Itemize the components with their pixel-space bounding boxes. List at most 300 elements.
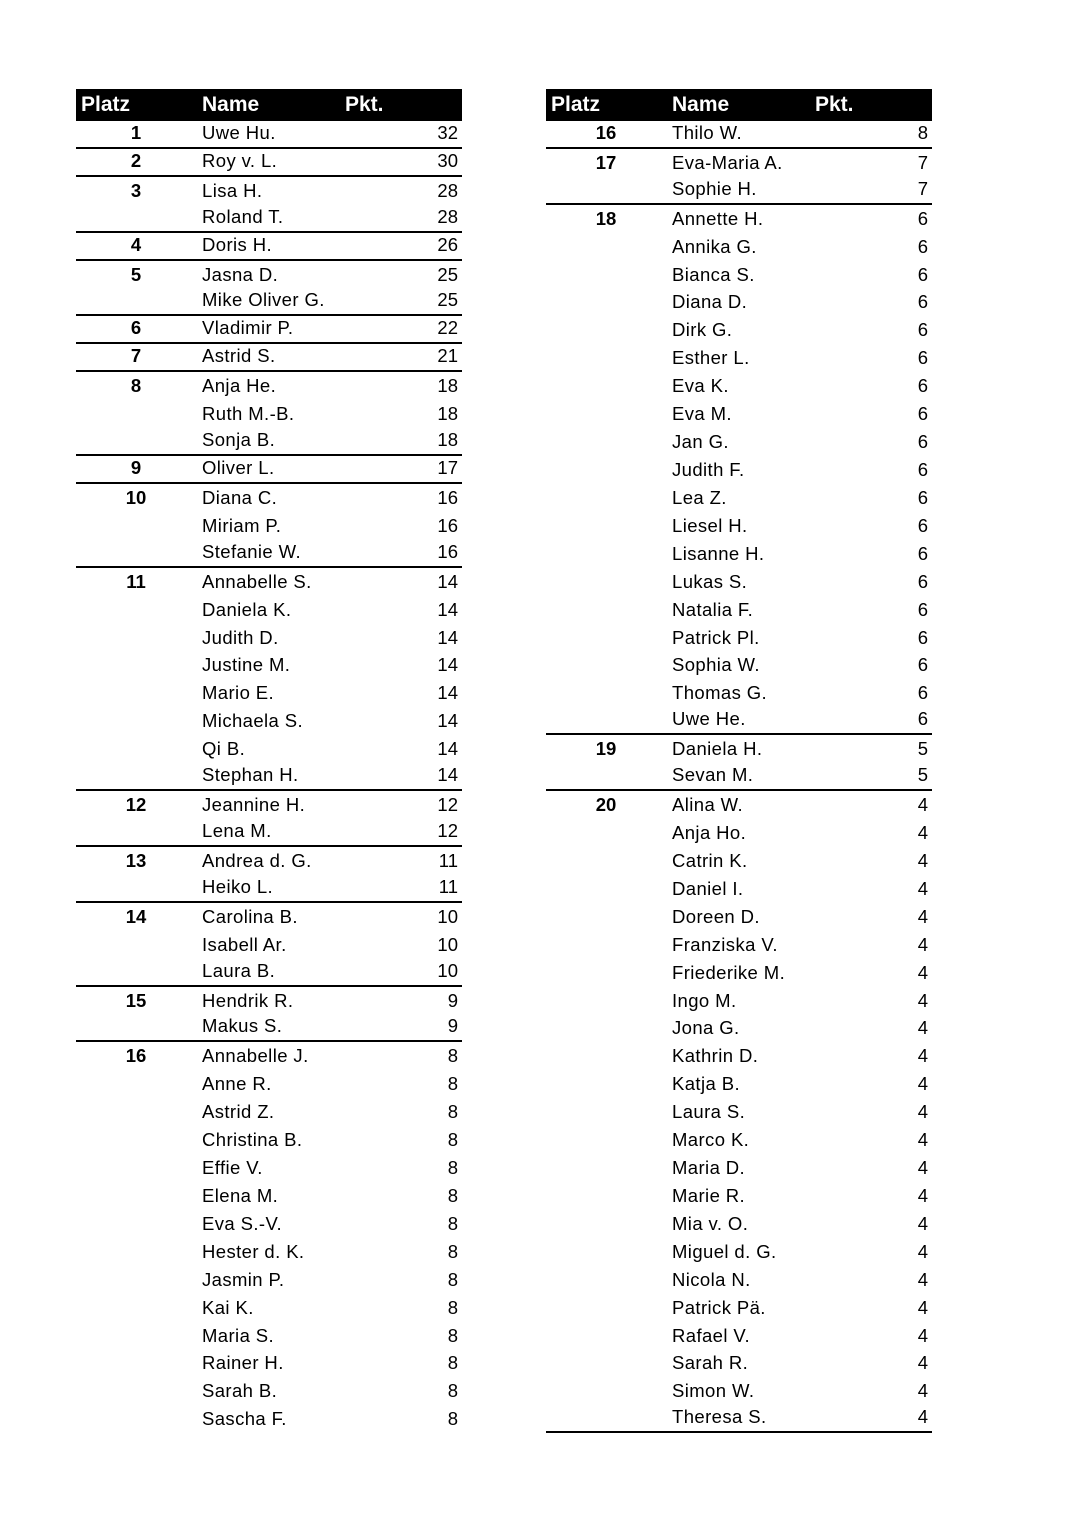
name-cell: Lena M. (202, 819, 272, 841)
table-row (76, 847, 462, 875)
table-row (546, 205, 932, 233)
rank-cell: 16 (125, 1045, 147, 1067)
table-row (546, 1322, 932, 1350)
name-cell: Sophia W. (672, 654, 760, 676)
name-cell: Jeannine H. (202, 794, 306, 816)
points-cell: 6 (917, 570, 928, 592)
points-cell: 14 (437, 626, 458, 648)
table-row (546, 456, 932, 484)
name-cell: Annabelle S. (202, 570, 312, 592)
table-row (76, 1322, 462, 1350)
name-cell: Laura S. (672, 1101, 746, 1123)
table-row (76, 1238, 462, 1266)
table-row (546, 763, 932, 791)
table-row (546, 372, 932, 400)
table-row (546, 1042, 932, 1070)
points-cell: 5 (917, 738, 928, 760)
points-cell: 8 (447, 1157, 458, 1179)
points-cell: 4 (917, 877, 928, 899)
table-row (546, 344, 932, 372)
rank-cell: 1 (130, 121, 142, 143)
name-cell: Rainer H. (202, 1352, 284, 1374)
name-cell: Patrick Pä. (672, 1296, 766, 1318)
name-cell: Hendrik R. (202, 989, 294, 1011)
points-cell: 28 (437, 205, 458, 227)
points-cell: 14 (437, 710, 458, 732)
table-row (76, 121, 462, 149)
name-cell: Miriam P. (202, 514, 282, 536)
points-cell: 6 (917, 514, 928, 536)
table-body (76, 121, 462, 1433)
table-row (546, 875, 932, 903)
points-cell: 4 (917, 1073, 928, 1095)
name-cell: Uwe Hu. (202, 121, 276, 143)
name-cell: Franziska V. (672, 933, 778, 955)
points-cell: 14 (437, 570, 458, 592)
rank-cell: 11 (126, 570, 146, 592)
rank-cell: 6 (130, 317, 142, 339)
table-row (546, 1154, 932, 1182)
points-cell: 4 (917, 821, 928, 843)
name-cell: Sonja B. (202, 429, 276, 451)
points-cell: 18 (437, 375, 458, 397)
points-cell: 6 (917, 486, 928, 508)
table-row (76, 1154, 462, 1182)
name-cell: Mia v. O. (672, 1212, 749, 1234)
points-cell: 8 (447, 1101, 458, 1123)
header-pkt: Pkt. (815, 93, 854, 116)
name-cell: Michaela S. (202, 710, 304, 732)
table-row (546, 652, 932, 680)
points-cell: 4 (917, 1268, 928, 1290)
points-cell: 8 (447, 1184, 458, 1206)
table-row (546, 1070, 932, 1098)
name-cell: Justine M. (202, 654, 291, 676)
points-cell: 6 (917, 542, 928, 564)
rank-cell: 9 (130, 456, 142, 478)
table-row (76, 512, 462, 540)
table-row (546, 1294, 932, 1322)
table-row (76, 819, 462, 847)
table-row (546, 400, 932, 428)
name-cell: Ruth M.-B. (202, 403, 295, 425)
name-cell: Andrea d. G. (202, 849, 312, 871)
name-cell: Ingo M. (672, 989, 737, 1011)
points-cell: 6 (917, 403, 928, 425)
name-cell: Uwe He. (672, 708, 746, 730)
table-row (76, 177, 462, 205)
name-cell: Sarah R. (672, 1352, 749, 1374)
table-row (76, 735, 462, 763)
name-cell: Sophie H. (672, 177, 757, 199)
table-row (546, 540, 932, 568)
table-row (546, 1182, 932, 1210)
points-cell: 25 (437, 263, 458, 285)
table-row (546, 512, 932, 540)
name-cell: Patrick Pl. (672, 626, 760, 648)
name-cell: Sascha F. (202, 1408, 287, 1430)
points-cell: 4 (917, 1129, 928, 1151)
points-cell: 10 (437, 933, 458, 955)
table-row (76, 679, 462, 707)
points-cell: 7 (917, 177, 928, 199)
points-cell: 30 (437, 149, 458, 171)
table-row (546, 624, 932, 652)
points-cell: 6 (917, 708, 928, 730)
table-row (76, 1098, 462, 1126)
points-cell: 5 (917, 764, 928, 786)
points-cell: 4 (917, 961, 928, 983)
points-cell: 16 (437, 540, 458, 562)
table-row (76, 540, 462, 568)
points-cell: 6 (917, 654, 928, 676)
points-cell: 26 (437, 233, 458, 255)
table-row (76, 987, 462, 1015)
table-row (546, 791, 932, 819)
points-cell: 18 (437, 429, 458, 451)
table-row (546, 1266, 932, 1294)
header-name: Name (672, 93, 730, 116)
name-cell: Alina W. (672, 794, 744, 816)
points-cell: 4 (917, 1240, 928, 1262)
table-row (76, 456, 462, 484)
points-cell: 8 (447, 1296, 458, 1318)
name-cell: Thomas G. (672, 682, 768, 704)
points-cell: 8 (447, 1073, 458, 1095)
name-cell: Nicola N. (672, 1268, 751, 1290)
header-pkt: Pkt. (345, 93, 384, 116)
header-platz: Platz (551, 93, 601, 116)
table-row (76, 1126, 462, 1154)
table-body (546, 121, 932, 1433)
header-platz: Platz (81, 93, 131, 116)
points-cell: 4 (917, 1017, 928, 1039)
points-cell: 4 (917, 1324, 928, 1346)
points-cell: 4 (917, 1406, 928, 1428)
name-cell: Kathrin D. (672, 1045, 759, 1067)
rank-cell: 16 (595, 121, 617, 143)
table-row (76, 652, 462, 680)
name-cell: Eva M. (672, 403, 732, 425)
table-row (546, 931, 932, 959)
name-cell: Stefanie W. (202, 540, 302, 562)
points-cell: 4 (917, 1045, 928, 1067)
points-cell: 8 (447, 1240, 458, 1262)
name-cell: Maria D. (672, 1157, 746, 1179)
table-row (546, 1098, 932, 1126)
table-row (76, 624, 462, 652)
table-row (76, 400, 462, 428)
table-row (546, 1238, 932, 1266)
points-cell: 10 (437, 905, 458, 927)
points-cell: 11 (438, 849, 458, 871)
points-cell: 8 (447, 1352, 458, 1374)
points-cell: 4 (917, 849, 928, 871)
name-cell: Annette H. (672, 207, 764, 229)
points-cell: 6 (917, 291, 928, 313)
name-cell: Anja He. (202, 375, 277, 397)
table-row (546, 707, 932, 735)
name-cell: Simon W. (672, 1380, 755, 1402)
table-row (76, 1210, 462, 1238)
name-cell: Makus S. (202, 1015, 283, 1037)
rank-cell: 14 (125, 905, 147, 927)
table-row (76, 149, 462, 177)
rank-cell: 17 (595, 151, 617, 173)
name-cell: Anja Ho. (672, 821, 747, 843)
table-row (76, 596, 462, 624)
name-cell: Judith D. (202, 626, 279, 648)
table-row (546, 289, 932, 317)
rank-cell: 3 (130, 179, 142, 201)
table-row (76, 372, 462, 400)
name-cell: Effie V. (202, 1157, 263, 1179)
name-cell: Jasmin P. (202, 1268, 285, 1290)
name-cell: Theresa S. (672, 1406, 767, 1428)
name-cell: Jona G. (672, 1017, 740, 1039)
points-cell: 11 (438, 875, 458, 897)
points-cell: 8 (917, 121, 928, 143)
rank-cell: 13 (125, 849, 147, 871)
name-cell: Maria S. (202, 1324, 275, 1346)
rank-cell: 5 (130, 263, 142, 285)
table-row (546, 596, 932, 624)
name-cell: Miguel d. G. (672, 1240, 777, 1262)
name-cell: Jasna D. (202, 263, 279, 285)
points-cell: 9 (447, 1015, 458, 1037)
name-cell: Carolina B. (202, 905, 298, 927)
points-cell: 17 (437, 456, 458, 478)
table-row (76, 1266, 462, 1294)
points-cell: 6 (917, 207, 928, 229)
points-cell: 12 (437, 794, 458, 816)
name-cell: Qi B. (202, 738, 246, 760)
table-row (76, 903, 462, 931)
points-cell: 4 (917, 1212, 928, 1234)
name-cell: Judith F. (672, 458, 745, 480)
name-cell: Daniela K. (202, 598, 292, 620)
name-cell: Kai K. (202, 1296, 254, 1318)
points-cell: 7 (917, 151, 928, 173)
points-cell: 16 (437, 514, 458, 536)
name-cell: Oliver L. (202, 456, 275, 478)
name-cell: Sarah B. (202, 1380, 278, 1402)
points-cell: 4 (917, 1101, 928, 1123)
points-cell: 32 (437, 121, 458, 143)
points-cell: 4 (917, 905, 928, 927)
name-cell: Liesel H. (672, 514, 748, 536)
rank-cell: 20 (595, 794, 617, 816)
table-row (76, 1405, 462, 1433)
ranking-table-left (76, 89, 462, 1433)
ranking-table-right (546, 89, 932, 1433)
name-cell: Katja B. (672, 1073, 740, 1095)
points-cell: 6 (917, 375, 928, 397)
table-row (546, 149, 932, 177)
name-cell: Isabell Ar. (202, 933, 287, 955)
name-cell: Heiko L. (202, 875, 274, 897)
table-row (76, 1042, 462, 1070)
name-cell: Dirk G. (672, 319, 733, 341)
rank-cell: 15 (125, 989, 147, 1011)
table-row (76, 1015, 462, 1043)
points-cell: 6 (917, 347, 928, 369)
points-cell: 4 (917, 1352, 928, 1374)
points-cell: 16 (437, 486, 458, 508)
table-row (546, 679, 932, 707)
table-row (76, 1350, 462, 1378)
rank-cell: 10 (125, 486, 147, 508)
points-cell: 14 (437, 738, 458, 760)
name-cell: Lisa H. (202, 179, 263, 201)
name-cell: Vladimir P. (202, 317, 294, 339)
name-cell: Mario E. (202, 682, 275, 704)
table-row (546, 316, 932, 344)
table-row (546, 959, 932, 987)
table-row (76, 1377, 462, 1405)
table-row (546, 1350, 932, 1378)
table-row (76, 289, 462, 317)
name-cell: Catrin K. (672, 849, 748, 871)
table-row (546, 1210, 932, 1238)
table-header (546, 89, 932, 121)
name-cell: Lea Z. (672, 486, 727, 508)
points-cell: 6 (917, 458, 928, 480)
name-cell: Roy v. L. (202, 149, 278, 171)
table-row (546, 847, 932, 875)
name-cell: Eva K. (672, 375, 729, 397)
name-cell: Daniela H. (672, 738, 763, 760)
table-row (546, 484, 932, 512)
points-cell: 4 (917, 933, 928, 955)
name-cell: Christina B. (202, 1129, 303, 1151)
rank-cell: 12 (125, 794, 147, 816)
points-cell: 6 (917, 263, 928, 285)
table-row (76, 763, 462, 791)
points-cell: 4 (917, 1184, 928, 1206)
rank-cell: 19 (595, 738, 617, 760)
points-cell: 9 (447, 989, 458, 1011)
table-row (546, 1015, 932, 1043)
name-cell: Roland T. (202, 205, 284, 227)
points-cell: 8 (447, 1380, 458, 1402)
points-cell: 25 (437, 289, 458, 311)
points-cell: 12 (437, 819, 458, 841)
points-cell: 14 (437, 764, 458, 786)
name-cell: Natalia F. (672, 598, 754, 620)
table-row (76, 484, 462, 512)
points-cell: 4 (917, 989, 928, 1011)
points-cell: 6 (917, 235, 928, 257)
table-row (76, 233, 462, 261)
table-row (76, 344, 462, 372)
name-cell: Laura B. (202, 959, 276, 981)
points-cell: 4 (917, 1296, 928, 1318)
name-cell: Diana C. (202, 486, 278, 508)
name-cell: Eva-Maria A. (672, 151, 783, 173)
name-cell: Marco K. (672, 1129, 750, 1151)
rank-cell: 8 (130, 375, 142, 397)
name-cell: Annika G. (672, 235, 757, 257)
name-cell: Stephan H. (202, 764, 299, 786)
name-cell: Jan G. (672, 431, 729, 453)
name-cell: Bianca S. (672, 263, 755, 285)
points-cell: 6 (917, 319, 928, 341)
table-header (76, 89, 462, 121)
name-cell: Thilo W. (672, 121, 743, 143)
table-row (546, 1126, 932, 1154)
name-cell: Lukas S. (672, 570, 748, 592)
name-cell: Astrid S. (202, 345, 276, 367)
name-cell: Daniel I. (672, 877, 744, 899)
points-cell: 8 (447, 1408, 458, 1430)
rank-cell: 18 (595, 207, 617, 229)
table-row (76, 931, 462, 959)
name-cell: Hester d. K. (202, 1240, 305, 1262)
table-row (76, 428, 462, 456)
points-cell: 8 (447, 1045, 458, 1067)
points-cell: 21 (437, 345, 458, 367)
points-cell: 6 (917, 626, 928, 648)
points-cell: 8 (447, 1212, 458, 1234)
name-cell: Diana D. (672, 291, 748, 313)
points-cell: 10 (437, 959, 458, 981)
name-cell: Eva S.-V. (202, 1212, 283, 1234)
points-cell: 4 (917, 1157, 928, 1179)
table-row (76, 959, 462, 987)
name-cell: Marie R. (672, 1184, 746, 1206)
name-cell: Mike Oliver G. (202, 289, 325, 311)
table-row (76, 1294, 462, 1322)
name-cell: Lisanne H. (672, 542, 765, 564)
table-row (546, 1377, 932, 1405)
name-cell: Anne R. (202, 1073, 272, 1095)
points-cell: 8 (447, 1268, 458, 1290)
name-cell: Elena M. (202, 1184, 279, 1206)
table-row (546, 121, 932, 149)
points-cell: 14 (437, 598, 458, 620)
name-cell: Friederike M. (672, 961, 786, 983)
table-row (76, 568, 462, 596)
table-row (76, 707, 462, 735)
points-cell: 4 (917, 794, 928, 816)
points-cell: 4 (917, 1380, 928, 1402)
table-row (76, 1070, 462, 1098)
table-row (76, 316, 462, 344)
points-cell: 18 (437, 403, 458, 425)
table-row (546, 428, 932, 456)
table-row (76, 791, 462, 819)
name-cell: Sevan M. (672, 764, 754, 786)
table-row (546, 1405, 932, 1433)
points-cell: 6 (917, 598, 928, 620)
table-row (546, 568, 932, 596)
rank-cell: 4 (130, 233, 142, 255)
points-cell: 22 (437, 317, 458, 339)
table-row (76, 261, 462, 289)
points-cell: 8 (447, 1324, 458, 1346)
table-row (546, 735, 932, 763)
points-cell: 6 (917, 682, 928, 704)
table-row (546, 987, 932, 1015)
table-row (546, 903, 932, 931)
header-name: Name (202, 93, 260, 116)
rank-cell: 2 (130, 149, 142, 171)
table-row (76, 1182, 462, 1210)
name-cell: Esther L. (672, 347, 750, 369)
points-cell: 28 (437, 179, 458, 201)
name-cell: Doreen D. (672, 905, 760, 927)
